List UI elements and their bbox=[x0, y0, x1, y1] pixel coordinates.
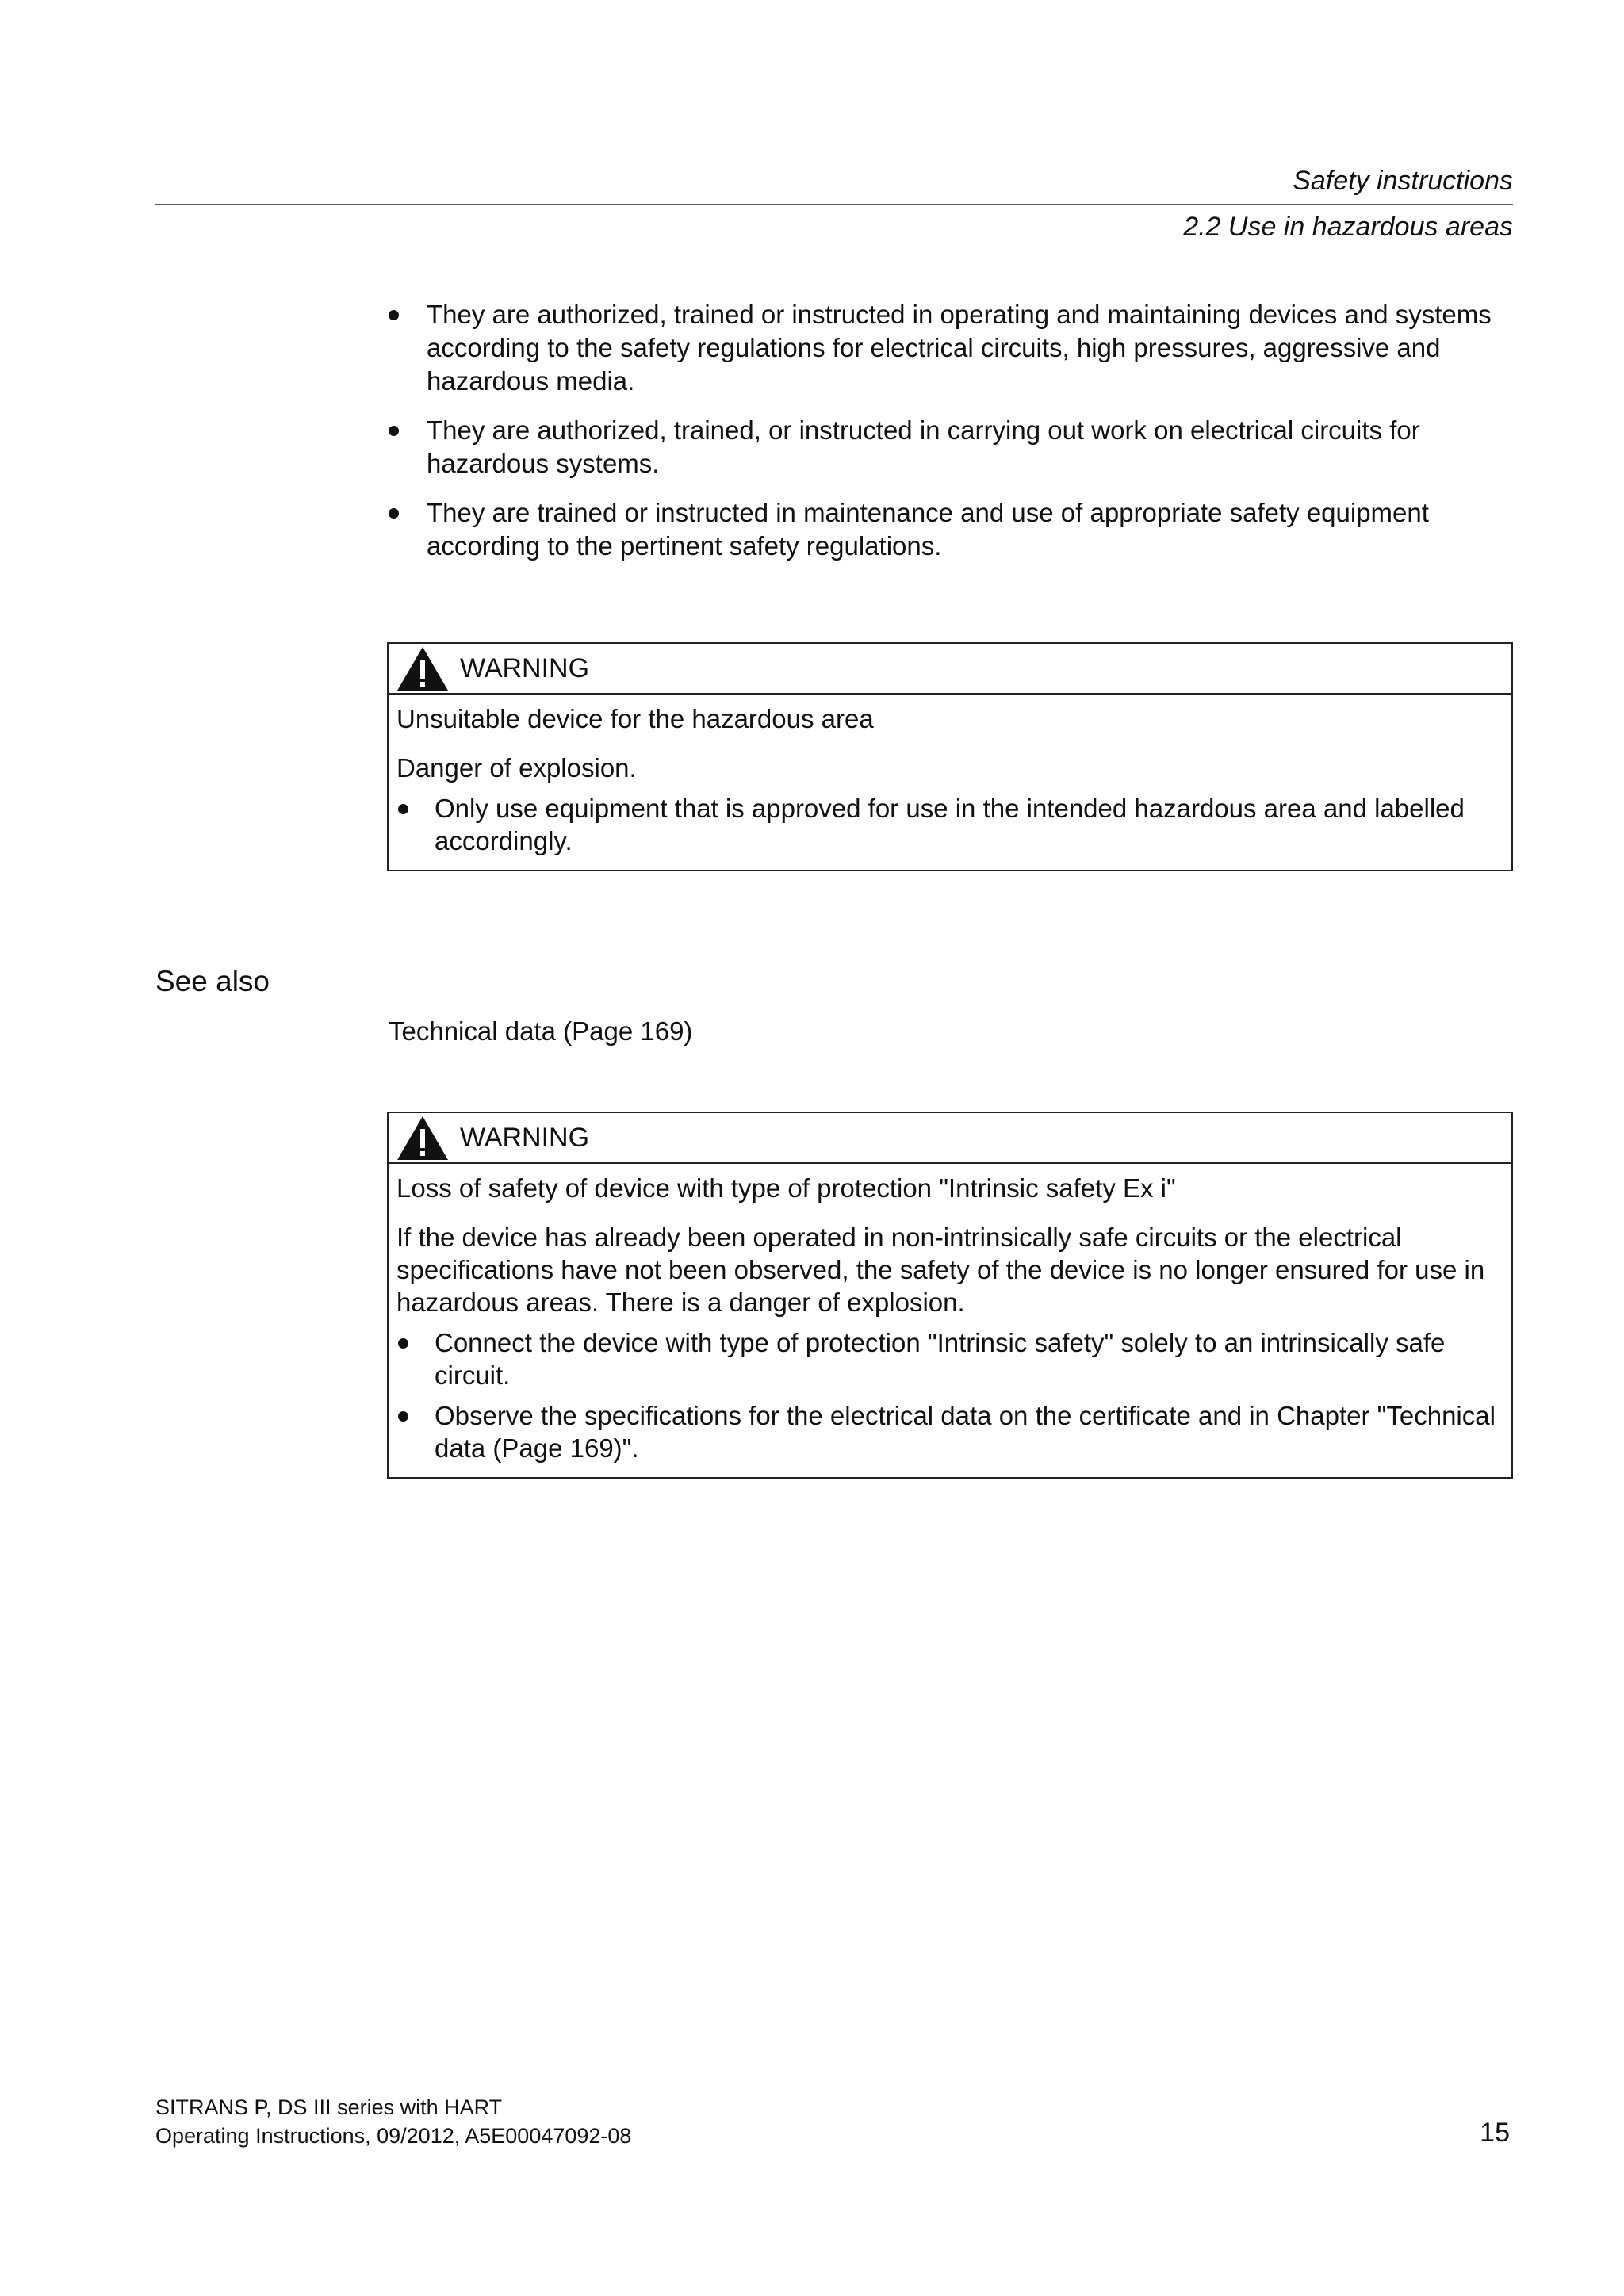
header-section: 2.2 Use in hazardous areas bbox=[1183, 212, 1513, 242]
warning-box-intrinsic-safety bbox=[387, 1112, 1513, 1479]
footer-document-info bbox=[155, 2093, 631, 2150]
warning-text: If the device has already been operated in non-intrinsically safe circuits or the electrical specifications have not been observed, the safety of the device is no longer ensured for use in hazardous areas. There is a danger of explosion. bbox=[396, 1223, 1485, 1317]
header-divider bbox=[155, 204, 1513, 205]
list-item-text: They are trained or instructed in maintenance and use of appropriate safety equipment according to the pertinent safety regulations. bbox=[427, 498, 1429, 561]
bullet-icon bbox=[398, 1338, 408, 1349]
bullet-icon bbox=[398, 804, 408, 814]
warning-list-item-text: Only use equipment that is approved for use in the intended hazardous area and labelled accordingly. bbox=[435, 794, 1465, 855]
warning-body bbox=[389, 695, 1511, 870]
warning-text: Danger of explosion. bbox=[396, 753, 637, 783]
see-also-heading: See also bbox=[155, 965, 270, 997]
list-item-text: They are authorized, trained or instructed in operating and maintaining devices and systems according to the safety regulations for electrical circuits, high pressures, aggressive and hazardous media. bbox=[427, 300, 1492, 396]
footer-edition: Operating Instructions, 09/2012, A5E00047092-08 bbox=[155, 2124, 632, 2148]
list-item bbox=[389, 414, 1515, 480]
warning-list-item-text: Observe the specifications for the electrical data on the certificate and in Chapter "Technical data (Page 169)". bbox=[435, 1401, 1496, 1463]
warning-header bbox=[389, 644, 1511, 695]
warning-header bbox=[389, 1113, 1511, 1164]
bullet-icon bbox=[389, 508, 399, 519]
warning-body bbox=[389, 1164, 1511, 1477]
list-item bbox=[389, 298, 1515, 398]
list-item bbox=[389, 496, 1515, 563]
warning-list-item bbox=[396, 1399, 1503, 1464]
warning-label: WARNING bbox=[460, 1123, 590, 1153]
requirements-list bbox=[389, 298, 1515, 579]
header-chapter: Safety instructions bbox=[1293, 166, 1513, 196]
warning-list-item bbox=[396, 1326, 1503, 1391]
footer-product: SITRANS P, DS III series with HART bbox=[155, 2095, 503, 2119]
warning-box-hazardous-area bbox=[387, 642, 1513, 871]
warning-label: WARNING bbox=[460, 653, 590, 683]
see-also-link[interactable]: Technical data (Page 169) bbox=[389, 1016, 693, 1046]
warning-list-item bbox=[396, 792, 1503, 857]
warning-triangle-icon bbox=[396, 646, 449, 691]
bullet-icon bbox=[398, 1411, 408, 1422]
warning-title: Unsuitable device for the hazardous area bbox=[396, 704, 874, 733]
page-number: 15 bbox=[1480, 2118, 1510, 2148]
bullet-icon bbox=[389, 310, 399, 320]
warning-list-item-text: Connect the device with type of protection "Intrinsic safety" solely to an intrinsically safe circuit. bbox=[435, 1328, 1446, 1390]
bullet-icon bbox=[389, 426, 399, 436]
list-item-text: They are authorized, trained, or instructed in carrying out work on electrical circuits for hazardous systems. bbox=[427, 415, 1420, 478]
warning-triangle-icon bbox=[396, 1115, 449, 1161]
warning-title: Loss of safety of device with type of protection "Intrinsic safety Ex i" bbox=[396, 1173, 1176, 1203]
